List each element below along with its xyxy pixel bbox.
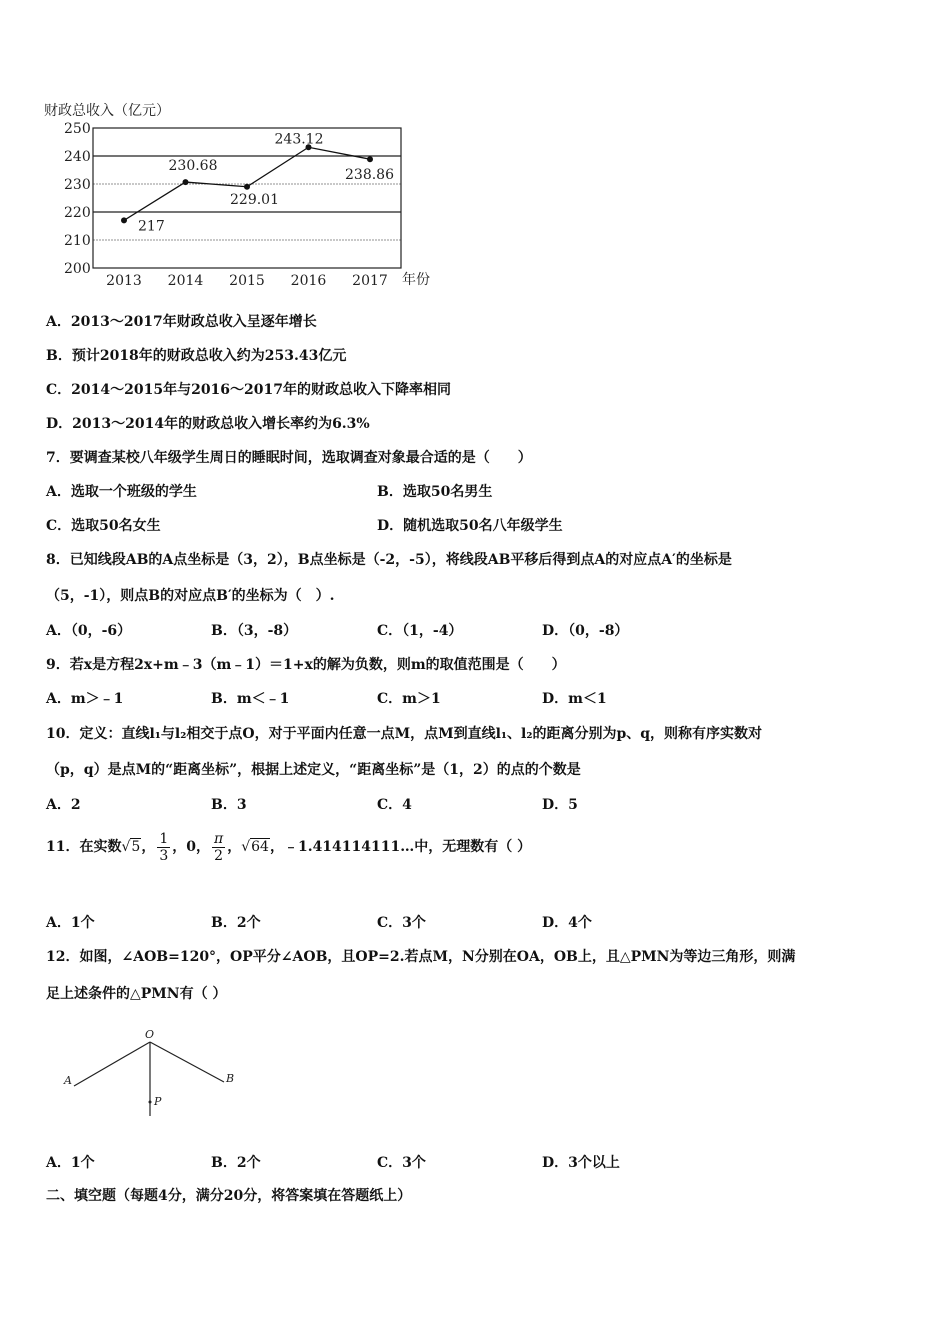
q11-option-d: D．4个 [542,915,592,931]
data-labels [138,131,394,234]
q8-stem-line1: 8．已知线段AB的A点坐标是（3，2），B点坐标是（-2，-5），将线段AB平移后得到点A的对应点A′的坐标是 [46,552,732,568]
revenue-line-chart [40,94,460,294]
label-b: B [226,1072,235,1085]
data-label-2017: 238.86 [345,167,394,184]
q12-option-b: B．2个 [211,1155,261,1171]
q11-option-b: B．2个 [211,915,261,931]
q8-option-d: D．（0，-8） [542,623,629,639]
data-point-2014 [183,179,189,185]
section-2-title: 二、填空题（每题4分，满分20分，将答案填在答题纸上） [46,1188,412,1204]
y-tick-250: 250 [64,121,91,137]
q7-option-c: C．选取50名女生 [46,518,161,534]
y-tick-210: 210 [64,233,91,249]
q9-option-a: A．m＞﹣1 [46,691,124,707]
fraction-one-third: $\frac{1}{3}$ [159,830,169,864]
q11-suffix: ﹣1.414114111…中，无理数有（ ） [283,839,532,855]
y-tick-200: 200 [64,261,91,277]
q10-stem-line1: 10．定义：直线l₁与l₂相交于点O，对于平面内任意一点M，点M到直线l₁、l₂的距离分别为p、q，则称有序实数对 [46,726,763,742]
fraction-pi-over-two: $\frac{\pi}{2}$ [214,830,224,864]
data-point-2015 [244,184,250,190]
ray-ob [150,1042,224,1082]
q11-sep1: ， [141,839,156,855]
q9-option-d: D．m＜1 [542,691,607,707]
q8-stem-line2: （5，-1），则点B的对应点B′的坐标为（ ）. [46,588,335,604]
q10-option-d: D．5 [542,797,578,813]
ray-oa [74,1042,150,1086]
sqrt-64: √64 [241,839,269,855]
q10-option-c: C．4 [377,797,412,813]
data-label-2013: 217 [138,218,165,235]
data-label-2014: 230.68 [168,158,218,175]
q12-stem-line1: 12．如图，∠AOB=120°，OP平分∠AOB，且OP=2.若点M，N分别在OA，OB上，且△PMN为等边三角形，则满 [46,949,796,965]
q10-option-a: A．2 [46,797,81,813]
label-o: O [145,1028,155,1041]
q8-option-a: A．（0，-6） [46,623,132,639]
q6-option-c: C．2014～2015年与2016～2017年的财政总收入下降率相同 [46,382,452,398]
q11-stem [46,830,531,864]
q8-option-c: C．（1，-4） [377,623,463,639]
q12-option-c: C．3个 [377,1155,426,1171]
y-tick-labels [64,121,91,277]
y-tick-240: 240 [64,149,91,165]
q6-option-a: A．2013～2017年财政总收入呈逐年增长 [46,314,317,330]
label-p: P [154,1095,162,1108]
angle-figure [58,1024,248,1124]
q12-option-a: A．1个 [46,1155,95,1171]
q11-option-c: C．3个 [377,915,426,931]
q11-sep2: ，0， [172,839,210,855]
y-tick-230: 230 [64,177,91,193]
x-tick-labels [106,273,388,289]
chart-xlabel: 年份 [402,272,430,288]
q10-option-b: B．3 [211,797,247,813]
x-tick-2017: 2017 [352,273,388,289]
q11-prefix: 11．在实数 [46,839,122,855]
q7-option-b: B．选取50名男生 [377,484,493,500]
x-tick-2013: 2013 [106,273,142,289]
x-tick-2014: 2014 [167,273,204,289]
q11-option-a: A．1个 [46,915,95,931]
q9-option-b: B．m＜﹣1 [211,691,290,707]
q11-sep3: ， [227,839,242,855]
q9-option-c: C．m＞1 [377,691,441,707]
q12-stem-line2: 足上述条件的△PMN有（ ） [46,986,227,1002]
sqrt-5: √5 [121,839,141,855]
q8-option-b: B．（3，-8） [211,623,298,639]
q12-option-d: D．3个以上 [542,1155,620,1171]
chart-ylabel: 财政总收入（亿元） [44,103,170,119]
data-point-2013 [121,217,127,223]
q10-stem-line2: （p，q）是点M的“距离坐标”，根据上述定义，“距离坐标”是（1，2）的点的个数是 [46,762,581,778]
q7-option-a: A．选取一个班级的学生 [46,484,197,500]
data-label-2016: 243.12 [274,131,324,148]
x-tick-2015: 2015 [229,273,265,289]
q7-stem: 7．要调查某校八年级学生周日的睡眠时间，选取调查对象最合适的是（ ） [46,450,532,466]
q6-option-d: D．2013～2014年的财政总收入增长率约为6.3% [46,416,370,432]
data-point-2017 [367,156,373,162]
label-a: A [64,1074,72,1087]
q6-option-b: B．预计2018年的财政总收入约为253.43亿元 [46,348,347,364]
q9-stem: 9．若x是方程2x+m﹣3（m﹣1）＝1+x的解为负数，则m的取值范围是（ ） [46,657,566,673]
data-label-2015: 229.01 [230,191,279,208]
q7-option-d: D．随机选取50名八年级学生 [377,518,563,534]
point-p [149,1101,152,1104]
x-tick-2016: 2016 [290,273,327,289]
q11-sep4: ， [269,839,284,855]
y-tick-220: 220 [64,205,91,221]
